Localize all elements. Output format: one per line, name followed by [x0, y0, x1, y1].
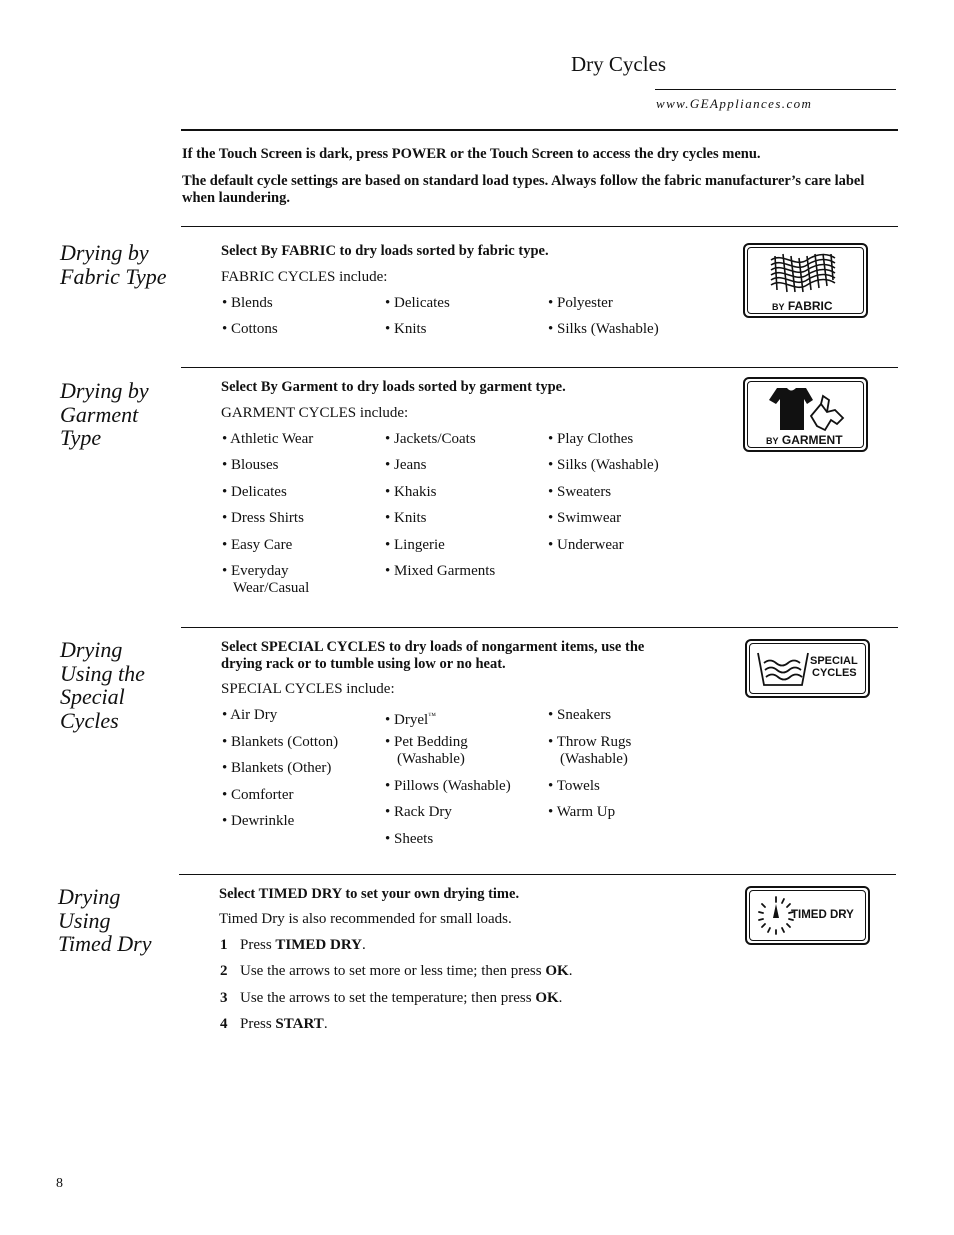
list-item: • Comforter — [222, 787, 294, 803]
list-item: • Sneakers — [548, 707, 612, 723]
step-text: . — [323, 1016, 328, 1032]
list-item: • Delicates — [222, 484, 287, 500]
timed-lead: Select TIMED DRY to set your own drying time. — [219, 886, 520, 902]
button-label-small: BY — [766, 436, 779, 446]
section-title-garment — [60, 379, 149, 450]
step-item — [220, 963, 572, 980]
wash-tub-icon — [756, 649, 810, 689]
list-item: • Rack Dry — [385, 804, 452, 820]
list-item: • Jackets/Coats — [385, 431, 476, 447]
list-item: • Sweaters — [548, 484, 612, 500]
step-text: Press — [240, 1016, 276, 1032]
special-lead-line-1: Select SPECIAL CYCLES to dry loads of nongarment items, use the — [221, 639, 645, 655]
list-item: • Silks (Washable) — [548, 321, 659, 337]
fabric-icon — [767, 250, 839, 296]
button-label-small: BY — [772, 302, 785, 312]
section-title-line: Type — [60, 425, 102, 450]
section-divider — [181, 226, 898, 227]
header-rule — [655, 89, 896, 90]
step-text: Use the arrows to set the temperature; then press — [240, 990, 536, 1006]
list-item: • Swimwear — [548, 510, 622, 526]
button-label — [810, 655, 858, 679]
page-number: 8 — [56, 1176, 63, 1191]
section-title-timed — [58, 885, 152, 956]
list-item: • Polyester — [548, 295, 613, 311]
button-label-main: FABRIC — [787, 299, 833, 313]
list-item: • Knits — [385, 510, 427, 526]
garment-lead: Select By Garment to dry loads sorted by garment type. — [221, 379, 566, 395]
list-item: • Blends — [222, 295, 273, 311]
section-title-line: Drying by — [60, 378, 149, 403]
list-item — [385, 707, 436, 729]
section-title-line: Special — [60, 684, 125, 709]
section-title-line: Timed Dry — [58, 931, 152, 956]
section-divider — [179, 874, 896, 875]
by-fabric-button[interactable] — [743, 243, 868, 318]
trademark-mark: ™ — [428, 711, 436, 720]
step-number: 4 — [220, 1016, 228, 1032]
special-include-label: SPECIAL CYCLES include: — [221, 681, 395, 697]
section-title-line: Using the — [60, 660, 145, 686]
list-item: • Pillows (Washable) — [385, 778, 511, 794]
list-item-continuation: Wear/Casual — [233, 580, 310, 596]
list-item: • Khakis — [385, 484, 437, 500]
fabric-lead: Select By FABRIC to dry loads sorted by fabric type. — [221, 243, 549, 259]
step-number: 3 — [220, 990, 228, 1006]
special-cycles-button[interactable] — [745, 639, 870, 698]
list-item: • Lingerie — [385, 537, 445, 553]
step-keyword: OK — [535, 990, 559, 1006]
list-item: • Easy Care — [222, 537, 293, 553]
list-item: • Pet Bedding — [385, 734, 468, 750]
list-item: • Athletic Wear — [222, 431, 314, 447]
intro-line-1: If the Touch Screen is dark, press POWER or the Touch Screen to access the dry cycles menu. — [182, 146, 761, 162]
list-item-text: • Dryel — [385, 712, 429, 728]
button-label — [772, 299, 833, 313]
section-title-line: Cycles — [60, 707, 119, 733]
section-title-fabric — [60, 241, 167, 288]
page-title: Dry Cycles — [571, 52, 667, 76]
section-divider — [181, 367, 898, 368]
list-item: • Silks (Washable) — [548, 457, 659, 473]
button-label: TIMED DRY — [791, 909, 854, 921]
list-item: • Cottons — [222, 321, 278, 337]
list-item: • Play Clothes — [548, 431, 634, 447]
step-number: 1 — [220, 937, 228, 953]
step-text: . — [361, 937, 366, 953]
step-text: . — [558, 990, 563, 1006]
list-item: • Blankets (Cotton) — [222, 734, 339, 750]
list-item: • Mixed Garments — [385, 563, 496, 579]
list-item: • Dewrinkle — [222, 813, 295, 829]
section-title-line: Drying — [60, 637, 123, 662]
step-text: . — [568, 963, 573, 979]
list-item: • Air Dry — [222, 707, 278, 723]
list-item: • Jeans — [385, 457, 427, 473]
step-text: Use the arrows to set more or less time; then press — [240, 963, 546, 979]
step-number: 2 — [220, 963, 228, 979]
section-title-line: Drying — [58, 884, 121, 909]
by-garment-button[interactable] — [743, 377, 868, 452]
list-item: • Everyday — [222, 563, 289, 579]
garment-include-label: GARMENT CYCLES include: — [221, 405, 409, 421]
fabric-include-label: FABRIC CYCLES include: — [221, 269, 388, 285]
website-url: www.GEAppliances.com — [656, 96, 813, 111]
list-item: • Dress Shirts — [222, 510, 304, 526]
step-text: Press — [240, 937, 276, 953]
section-title-special — [60, 638, 145, 732]
step-item — [220, 937, 366, 954]
list-item-continuation: (Washable) — [397, 751, 465, 767]
intro-line-2: The default cycle settings are based on standard load types. Always follow the fabric manufacturer’s care label when laundering. — [182, 173, 865, 206]
step-keyword: TIMED DRY — [275, 937, 362, 953]
list-item: • Blouses — [222, 457, 279, 473]
step-keyword: OK — [545, 963, 569, 979]
header-divider — [181, 129, 898, 131]
special-lead-line-2: drying rack or to tumble using low or no heat. — [221, 656, 506, 672]
button-label-main: GARMENT — [781, 433, 843, 447]
list-item: • Knits — [385, 321, 427, 337]
section-title-line: Garment — [60, 401, 139, 427]
step-item — [220, 1016, 328, 1033]
list-item: • Towels — [548, 778, 600, 794]
list-item: • Delicates — [385, 295, 450, 311]
garment-icon — [765, 386, 853, 436]
button-label — [766, 433, 843, 447]
list-item: • Throw Rugs — [548, 734, 632, 750]
list-item: • Blankets (Other) — [222, 760, 332, 776]
list-item: • Underwear — [548, 537, 624, 553]
section-title-line: Using — [58, 907, 111, 933]
list-item: • Warm Up — [548, 804, 616, 820]
step-item — [220, 990, 562, 1007]
list-item: • Sheets — [385, 831, 434, 847]
section-divider — [181, 627, 898, 628]
timed-dry-button[interactable] — [745, 886, 870, 945]
timed-note: Timed Dry is also recommended for small loads. — [219, 911, 512, 927]
step-keyword: START — [275, 1016, 324, 1032]
list-item-continuation: (Washable) — [560, 751, 628, 767]
section-title-line: Fabric Type — [60, 263, 167, 289]
section-title-line: Drying by — [60, 240, 149, 265]
button-label-line: SPECIAL — [810, 655, 858, 667]
button-label-line: CYCLES — [812, 667, 857, 679]
